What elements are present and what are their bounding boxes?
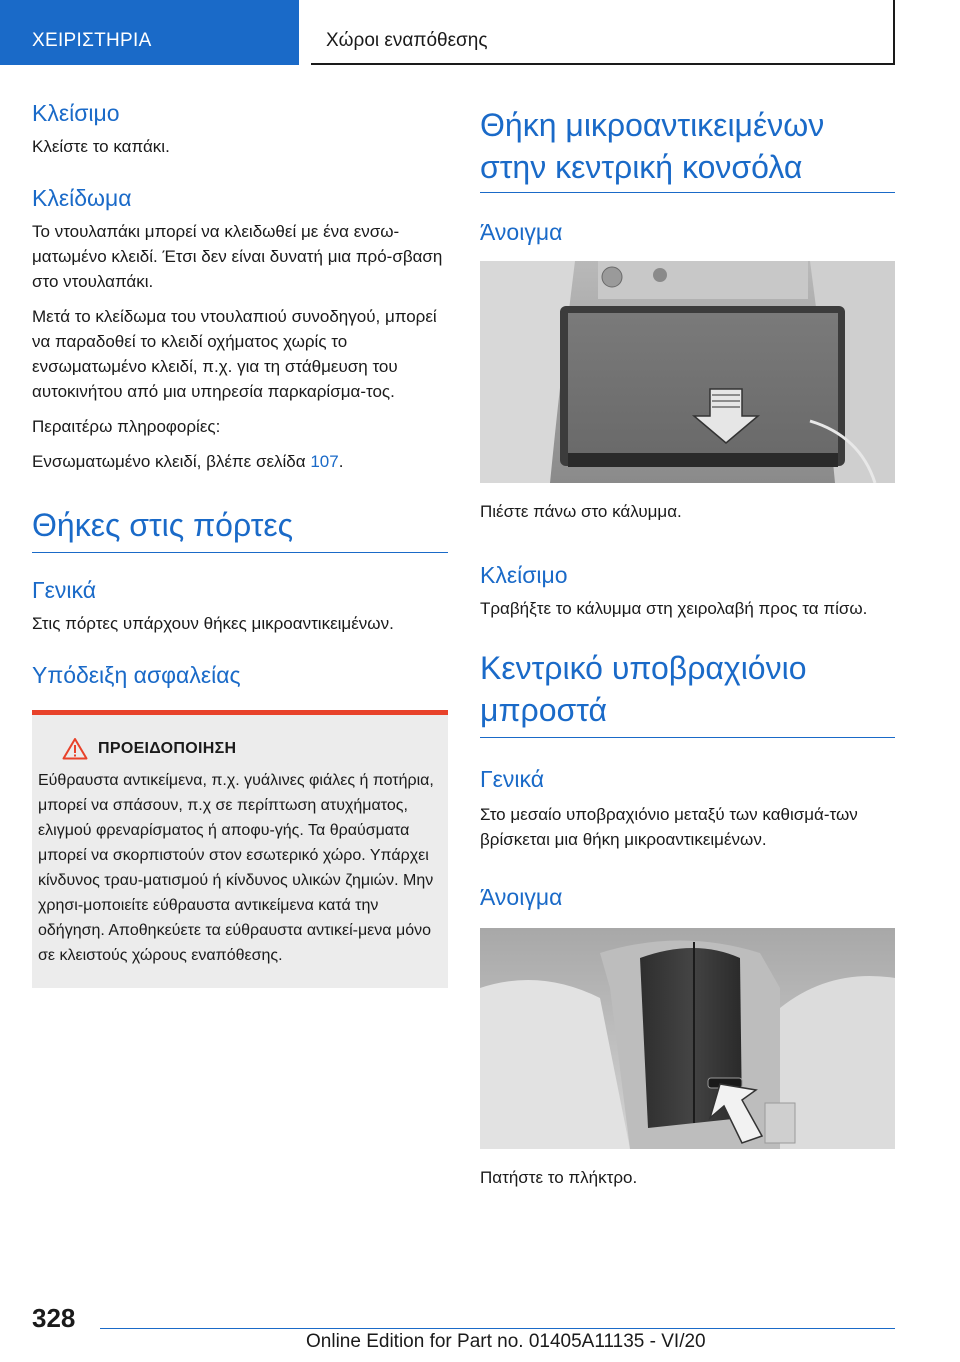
general-heading-right: Γενικά: [480, 766, 545, 792]
header-section-tab: [0, 0, 299, 65]
more-info-text: Περαιτέρω πληροφορίες:: [32, 417, 221, 436]
reference-line: [32, 449, 448, 474]
warning-triangle-icon: [62, 737, 88, 760]
warning-text: Εύθραυστα αντικείμενα, π.χ. γυάλινες φιάλες ή ποτήρια, μπορεί να σπάσουν, π.χ σε περίπτωση ατυχήματος, ελιγμού φρεναρίσματος ή αποφυ-γής. Τα θραύσματα μπορεί να σκορπιστούν στον εσωτερικό χώρο. Υπάρχει κίνδυνος τραυ-ματισμού ή κίνδυνος υλικών ζημιών. Μην χρησι-μοποιείτε εύθραυστα αντικείμενα κατά την οδήγηση. Αποθηκεύετε τα εύθραυστα αντικεί-μενα μόνο σε κλειστούς χώρους εναπόθεσης.: [38, 772, 434, 964]
reference-end: .: [338, 452, 344, 471]
opening-heading: Άνοιγμα: [480, 219, 563, 245]
closing-heading-right: Κλείσιμο: [480, 562, 568, 588]
left-column: [32, 98, 448, 988]
console-storage-photo: [480, 261, 895, 483]
footer-edition: Online Edition for Part no. 01405A11135 - VI/20: [306, 1331, 706, 1352]
page-number: 328: [32, 1303, 76, 1333]
general-text: Στις πόρτες υπάρχουν θήκες μικροαντικειμένων.: [32, 614, 394, 633]
armrest-photo: [480, 928, 895, 1149]
closing-text: Κλείστε το καπάκι.: [32, 137, 170, 156]
closing-heading: Κλείσιμο: [32, 100, 120, 126]
armrest-heading: Κεντρικό υποβραχιόνιο μπροστά: [480, 650, 807, 728]
reference-text: Ενσωματωμένο κλειδί, βλέπε σελίδα: [32, 452, 306, 471]
armrest-heading-block: [480, 647, 895, 738]
safety-heading: Υπόδειξη ασφαλείας: [32, 662, 241, 688]
general-heading: Γενικά: [32, 577, 97, 603]
closing-text-right: Τραβήξτε το κάλυμμα στη χειρολαβή προς τα πίσω.: [480, 599, 868, 618]
header-chapter-box: [311, 0, 895, 65]
right-column: [480, 98, 895, 1190]
console-heading: Θήκη μικροαντικειμένων στην κεντρική κονσόλα: [480, 107, 825, 185]
warning-title-row: [32, 737, 442, 760]
locking-text-2: Μετά το κλείδωμα του ντουλαπιού συνοδηγού, μπορεί να παραδοθεί το κλειδί οχήματος χωρίς το ενσωματωμένο κλειδί, π.χ. για τη στάθμευση του αυτοκινήτου από μια υπηρεσία παρκαρίσμα-τος.: [32, 307, 437, 401]
opening2-heading: Άνοιγμα: [480, 884, 563, 910]
reference-page-link[interactable]: 107: [310, 452, 339, 471]
opening2-caption: Πατήστε το πλήκτρο.: [480, 1168, 638, 1187]
header-chapter-label: Χώροι εναπόθεσης: [326, 30, 488, 51]
general-text-right: Στο μεσαίο υποβραχιόνιο μεταξύ των καθισμά-των βρίσκεται μια θήκη μικροαντικειμένων.: [480, 805, 858, 849]
locking-text-1: Το ντουλαπάκι μπορεί να κλειδωθεί με ένα ενσω-ματωμένο κλειδί. Έτσι δεν είναι δυνατή μια πρό-σβαση στο ντουλαπάκι.: [32, 222, 443, 291]
doors-heading-block: [32, 504, 448, 553]
footer-rule: [100, 1328, 895, 1329]
warning-box: [32, 710, 448, 988]
locking-heading: Κλείδωμα: [32, 185, 132, 211]
console-heading-block: [480, 104, 895, 193]
opening-caption: Πιέστε πάνω στο κάλυμμα.: [480, 502, 682, 521]
doors-heading: Θήκες στις πόρτες: [32, 507, 294, 543]
header-section-label: ΧΕΙΡΙΣΤΗΡΙΑ: [32, 30, 152, 51]
warning-title: ΠΡΟΕΙΔΟΠΟΙΗΣΗ: [98, 739, 237, 757]
